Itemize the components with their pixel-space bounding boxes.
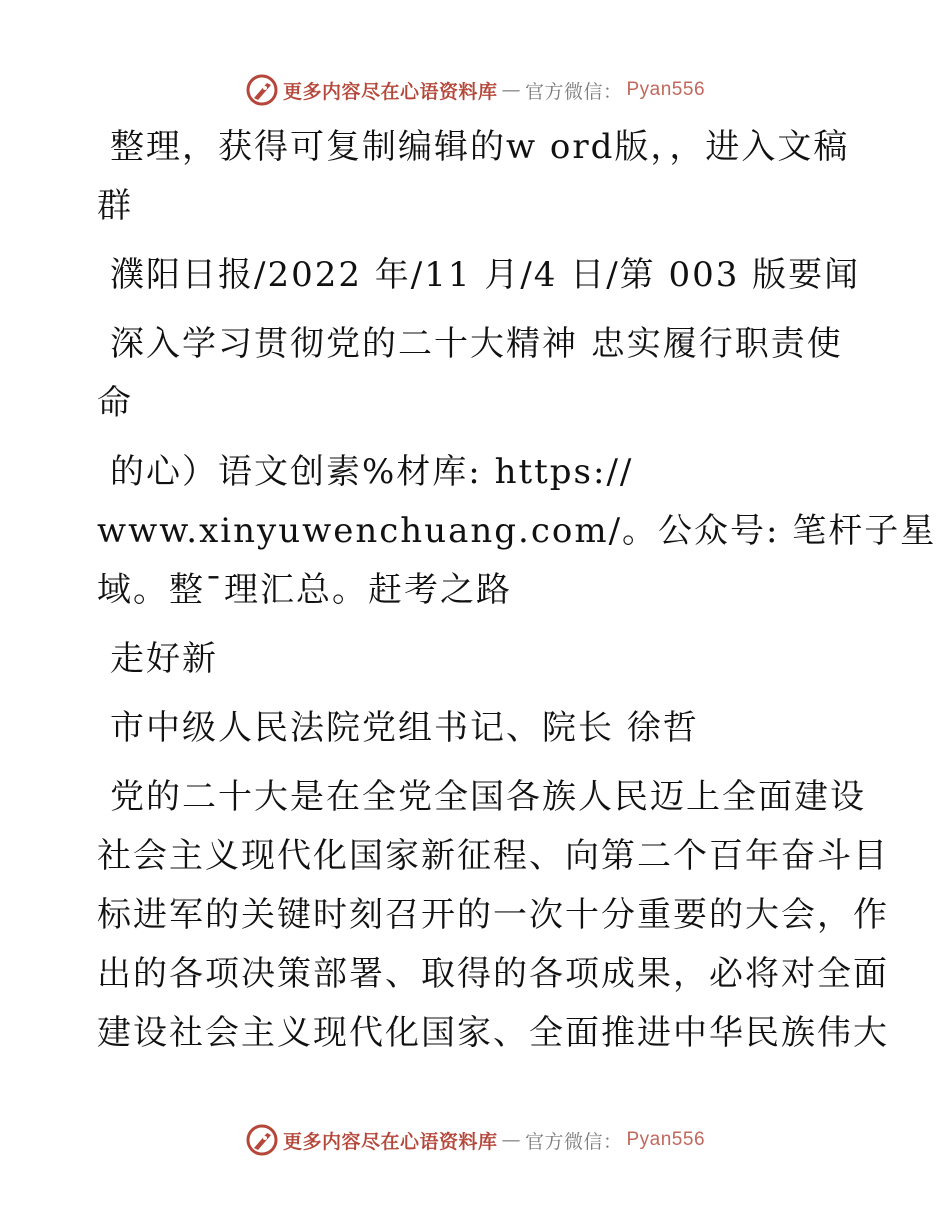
pen-nib-logo-icon	[245, 73, 279, 107]
banner-dash: —	[501, 1129, 521, 1151]
source-paragraph	[97, 246, 867, 305]
title-line-2: 命	[97, 383, 133, 423]
subtitle: 走好新	[110, 639, 218, 679]
banner-wechat-id: Pyan556	[626, 79, 706, 100]
subtitle-paragraph	[97, 630, 867, 689]
author-paragraph	[97, 699, 867, 758]
footer-banner	[0, 1120, 950, 1160]
promo-paragraph	[97, 443, 937, 620]
intro-paragraph	[97, 118, 867, 236]
body-line-5: 建设社会主义现代化国家、全面推进中华民族伟大	[97, 1013, 889, 1053]
body-line-4: 出的各项决策部署、取得的各项成果，必将对全面	[97, 954, 889, 994]
banner-brand-text: 更多内容尽在心语资料库	[282, 80, 498, 103]
title-paragraph	[97, 315, 867, 433]
body-paragraph	[97, 768, 889, 1063]
banner-wechat-id: Pyan556	[626, 1129, 706, 1150]
document-body	[97, 118, 937, 1063]
header-banner	[0, 70, 950, 110]
promo-line-3: 域。整¯理汇总。赶考之路	[97, 570, 512, 610]
intro-line-1: 整理，获得可复制编辑的w ord版，，进入文稿	[110, 127, 850, 167]
title-line-1: 深入学习贯彻党的二十大精神 忠实履行职责使	[110, 324, 843, 364]
banner-content	[245, 1123, 705, 1157]
source-line: 濮阳日报/2022 年/11 月/4 日/第 003 版要闻	[110, 255, 861, 295]
body-line-3: 标进军的关键时刻召开的一次十分重要的大会，作	[97, 895, 889, 935]
banner-brand-text: 更多内容尽在心语资料库	[282, 1130, 498, 1153]
promo-line-1: 的心）语文创素%材库: https://	[110, 452, 634, 492]
body-line-1: 党的二十大是在全党全国各族人民迈上全面建设	[110, 777, 866, 817]
promo-line-2: www.xinyuwenchuang.com/。公众号: 笔杆子星	[97, 511, 937, 551]
banner-wechat-label: 官方微信：	[524, 1130, 623, 1153]
banner-dash: —	[501, 79, 521, 101]
body-line-2: 社会主义现代化国家新征程、向第二个百年奋斗目	[97, 836, 889, 876]
banner-content	[245, 73, 705, 107]
intro-line-2: 群	[97, 186, 133, 226]
author-line: 市中级人民法院党组书记、院长 徐哲	[110, 708, 699, 748]
banner-wechat-label: 官方微信：	[524, 80, 623, 103]
pen-nib-logo-icon	[245, 1123, 279, 1157]
